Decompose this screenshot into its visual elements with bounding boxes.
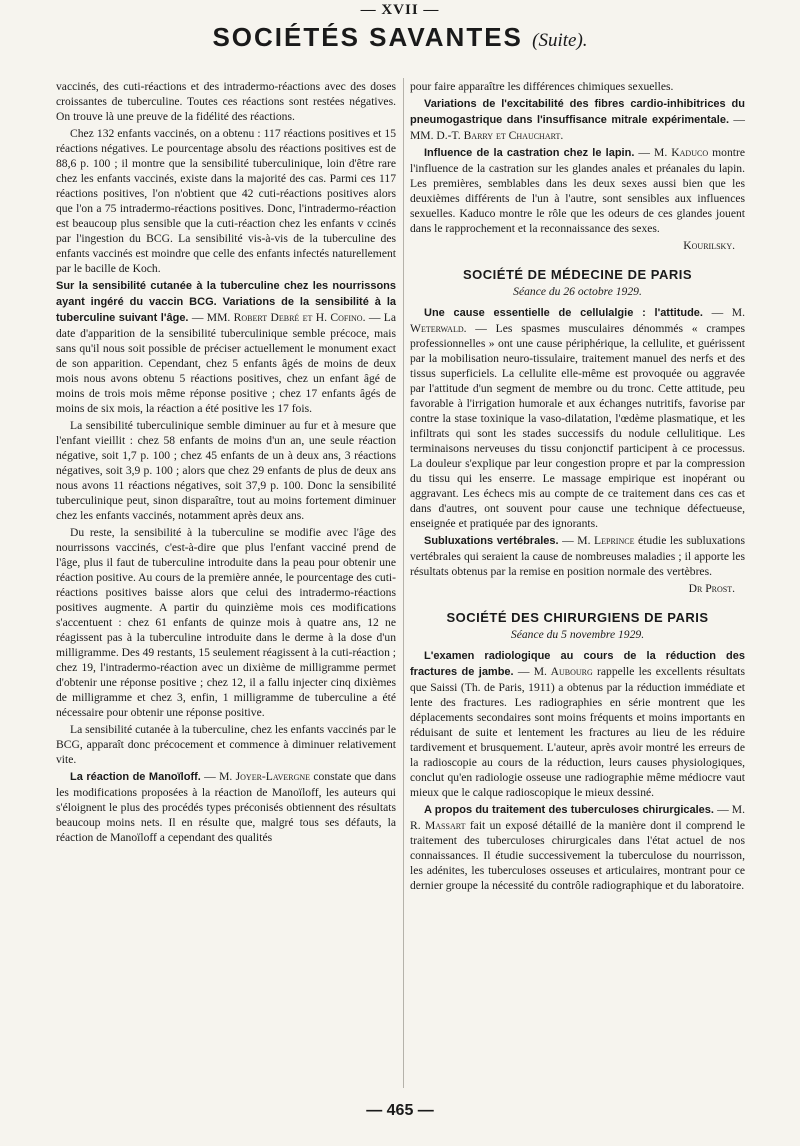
session-date: Séance du 26 octobre 1929. xyxy=(513,285,642,298)
author-prefix: — M. xyxy=(200,770,236,783)
article-entry xyxy=(410,305,745,531)
article-authors: — MM. D.-T. Barry et Chauchart. xyxy=(410,113,745,142)
society-heading: SOCIÉTÉ DE MÉDECINE DE PARIS xyxy=(462,267,692,282)
paragraph: La sensibilité cutanée à la tuberculine, chez les enfants vaccinés par le BCG, apparaît donc précocement et commence à diminuer relativement vite. xyxy=(56,723,396,766)
section-title: SOCIÉTÉS SAVANTES xyxy=(212,22,523,52)
article-text: — Les spasmes musculaires dénommés « crampes professionnelles » ont une cause périphérique, la cellulite, et guérissent par la mobilisation neuro-tissulaire, traitement manuel des nerfs et des tissus superficiels. La cellulite elle-même est provoquée ou aggravée par l'attitude d'un segment de membre ou du tronc. Cette attitude, peu favorable à l'irrigation humorale et aux échanges nutritifs, favorise par contre la stase toxinique la vaso-dilatation, l'œdème plasmatique, et les infiltrats qui sont les stades successifs du nodule cellulitique. Les terminaisons nerveuses du tissu conjonctif participent à ce processus. La douleur s'explique par leur congestion propre et par la compression du tissu qui les enserre. Le massage empirique est inopérant ou aggravant. Les échecs mis au compte de ce traitement dans ces cas et dans d'autres, ont souvent pour cause une technique défectueuse, enseignée et pratiquée par des ignorants. xyxy=(410,322,745,530)
article-title: La réaction de Manoïloff. xyxy=(70,771,201,783)
article-title: L'examen radiologique au cours de la réduction des fractures de jambe. xyxy=(410,650,745,678)
article-text: étudie les subluxations vertébrales qui seraient la cause de nombreuses maladies ; il apporte les résultats obtenus par la remise en position normale des vertèbres. xyxy=(410,534,745,578)
article-entry xyxy=(56,769,396,845)
section-suite: (Suite). xyxy=(532,30,588,51)
article-authors: — M. Weterwald. xyxy=(410,306,745,335)
article-title: Une cause essentielle de cellulalgie : l'attitude. xyxy=(424,307,703,319)
article-title: Variations de l'excitabilité des fibres cardio-inhibitrices du pneumogastrique dans l'insuffisance mitrale expérimentale. xyxy=(410,98,745,126)
article-entry xyxy=(410,802,745,893)
article-title: Subluxations vertébrales. xyxy=(424,535,559,547)
author-prefix: — MM. xyxy=(188,311,234,324)
article-title: Sur la sensibilité cutanée à la tuberculine chez les nourrissons ayant ingéré du vaccin BCG. Variations de la sensibilité à la tuberculine suivant l'âge. xyxy=(56,280,396,324)
article-text: constate que dans les modifications proposées à la réaction de Manoïloff, les auteurs qui s'éloignent le plus des procédés types préconisés obtiennent des résultats beaucoup moins nets. Il en résulte que, malgré tous ses défauts, la réaction de Manoïloff a cependant des qualités xyxy=(56,770,396,844)
article-title: A propos du traitement des tuberculoses chirurgicales. xyxy=(424,804,714,816)
article-authors: — M. R. Massart xyxy=(410,803,746,832)
article-title: Influence de la castration chez le lapin. xyxy=(424,147,635,159)
page-roman-numeral: — XVII — xyxy=(360,2,440,18)
signature: Dr Prost. xyxy=(688,582,735,595)
author-prefix: — M. xyxy=(634,146,672,159)
page-number: — 465 — xyxy=(366,1102,434,1119)
article-text: fait un exposé détaillé de la manière dont il comprend le traitement des tuberculoses chirurgicales dans l'état actuel de nos connaissances. Il étudie successivement la tuberculose du nourrisson, les adénites, les tuberculoses osseuses et articulaires, montrant pour ce dernier groupe la nécessité du contrôle radiographique et du laboratoire. xyxy=(410,819,745,892)
paragraph: Chez 132 enfants vaccinés, on a obtenu : 117 réactions positives et 15 réactions négatives. Le pourcentage absolu des réactions positives est de 88,6 p. 100 ; il montre que la sensibilité tuberculinique, loin d'être rare chez les enfants vaccinés, existe dans la majorité des cas. Parmi ces 117 réactions positives, l'on n'obtient que 42 cuti-réactions positives alors que l'on a 75 intradermo-réactions positives. Donc, l'intradermo-réaction est beaucoup plus sensible que la cuti-réaction chez les enfants v ccinés par l'ingestion du BCG. La sensibilité vis-à-vis de la tuberculine des enfants vaccinés est moindre que celle des enfants infectés naturellement par le bacille de Koch. xyxy=(56,127,396,275)
society-heading: SOCIÉTÉ DES CHIRURGIENS DE PARIS xyxy=(446,610,709,625)
article-entry xyxy=(410,533,745,579)
article-authors: — M. Aubourg xyxy=(513,665,593,678)
signature: Kourilsky. xyxy=(683,239,735,252)
column-divider xyxy=(403,78,404,1088)
article-authors: Robert Debré et H. Cofino. xyxy=(233,311,366,324)
paragraph: vaccinés, des cuti-réactions et des intradermo-réactions avec des doses croissantes de tuberculine. Toutes ces réactions sont restées négatives. On trouve là une preuve de la fidélité des réactions. xyxy=(56,80,396,123)
paragraph: pour faire apparaître les différences chimiques sexuelles. xyxy=(410,80,674,93)
article-entry xyxy=(410,648,745,800)
right-column xyxy=(410,79,745,895)
article-authors: Joyer-Lavergne xyxy=(235,770,311,783)
article-entry xyxy=(410,145,745,236)
article-authors: — M. Leprince xyxy=(558,534,635,547)
page-title xyxy=(0,22,800,53)
article-text: — La date d'apparition de la sensibilité tuberculinique semble précoce, mais sans qu'il nous soit possible de préciser actuellement le monument exact de son apparition. Cependant, chez 5 enfants âgés de moins de deux mois nous avons obtenu 5 réactions positives, chez un enfant âgé de moins de trois mois même réponse positive ; chez 17 enfants âgés de moins de six mois, la réaction a été positive les 17 fois. xyxy=(56,311,396,415)
left-column xyxy=(56,79,396,847)
article-entry xyxy=(56,278,396,416)
article-text: montre l'influence de la castration sur les glandes anales et préanales du lapin. Les premières, semblables dans les deux sexes aussi bien que les deuxièmes différents de l'un à l'autre, sont sensibles aux influences sexuelles. Kaduco montre le rôle que les odeurs de ces glandes jouent dans le rapprochement et la reconnaissance des sexes. xyxy=(410,146,745,235)
session-date: Séance du 5 novembre 1929. xyxy=(510,628,645,641)
article-text: rappelle les excellents résultats que Saissi (Th. de Paris, 1911) a obtenus par la réduction immédiate et lente des fractures. Les radiographies en série montrent que les déplacements secondaires sont moins fréquents et moins importants en réduisant de suite et lentement les fractures au lieu de les réduire tardivement et brusquement. L'auteur, après avoir montré les erreurs de la radioscopie au cours de la réduction, leurs causes physiologiques, conclut qu'en radiologie osseuse une radiographie même médiocre vaut mieux que le calque radioscopique le mieux dessiné. xyxy=(410,665,746,799)
article-authors: Kaduco xyxy=(671,146,709,159)
paragraph: La sensibilité tuberculinique semble diminuer au fur et à mesure que l'enfant vieillit : chez 58 enfants de moins d'un an, une seule réaction négative, soit 1,7 p. 100 ; chez 45 enfants de un à deux ans, 3 réactions négatives, soit 3,9 p. 100 ; alors que chez 29 enfants de plus de deux ans nous avons 11 réactions négatives, soit 37,9 p. 100. Donc la sensibilité tuberculinique peut, sinon disparaître, tout au moins fortement diminuer chez les enfants vaccinés, notamment après deux ans. xyxy=(56,419,396,522)
article-entry xyxy=(410,96,745,143)
paragraph: Du reste, la sensibilité à la tuberculine se modifie avec l'âge des nourrissons vaccinés, c'est-à-dire que plus l'enfant vacciné prend de l'âge, plus il faut de tuberculine introduite dans la peau pour obtenir une réaction positive. Au cours de la première année, le pourcentage des cuti-réactions positives baisse alors que celui des intradermo-réactions positives augmente. A partir du quinzième mois ces modifications s'accentuent : chez 61 enfants de quinze mois à quatre ans, 12 ne réagissent pas à la tuberculine introduite dans le derme à la dose d'un milligramme. Des 49 restants, 15 seulement réagissent à la cuti-réaction ; chez 19, l'intradermo-réaction avec un dixième de milligramme permet d'obtenir une réponse positive ; chez 12, il a fallu injecter cinq dixièmes de milligramme et chez 3, enfin, 1 milligramme de tuberculine a été nécessaire pour obtenir une réponse positive. xyxy=(56,526,396,719)
